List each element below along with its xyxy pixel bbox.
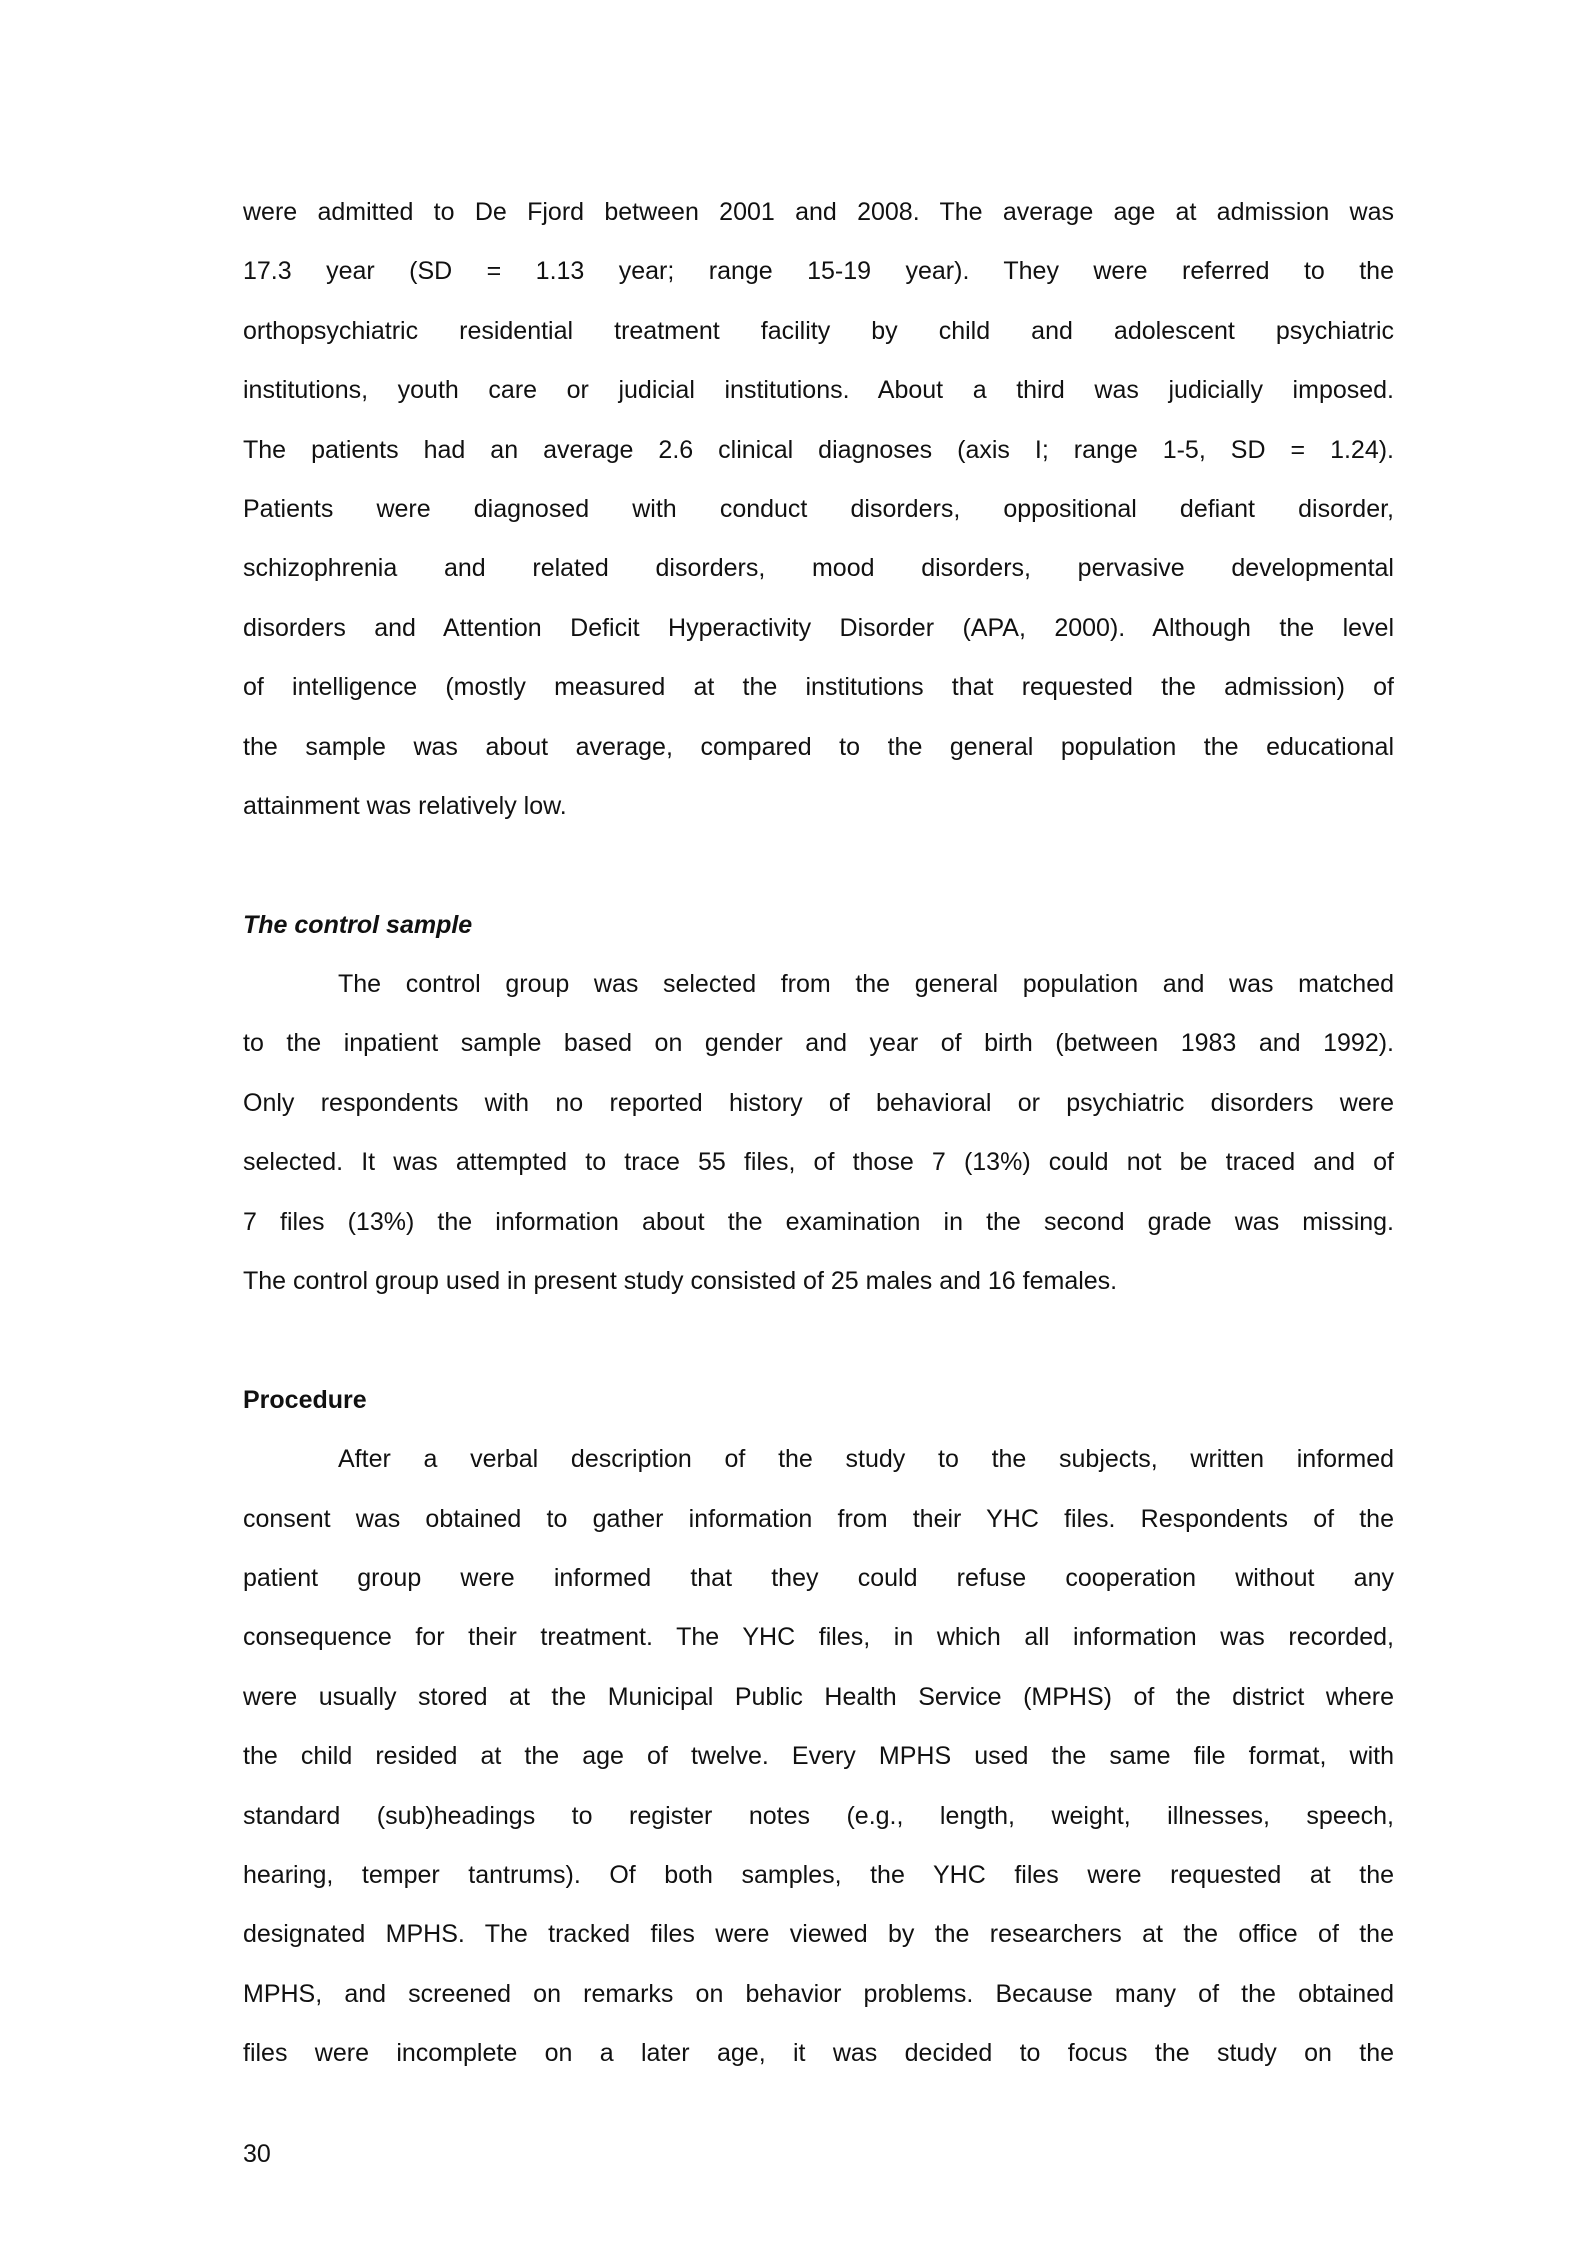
text-line: The control group used in present study consisted of 25 males and 16 females. bbox=[243, 1267, 1118, 1296]
text-line: the sample was about average, compared to the general population the educational bbox=[243, 732, 1394, 761]
text-line: institutions, youth care or judicial institutions. About a third was judicially imposed. bbox=[243, 376, 1394, 405]
section-heading: The control sample bbox=[243, 910, 473, 939]
text-line: Only respondents with no reported history of behavioral or psychiatric disorders were bbox=[243, 1088, 1394, 1117]
text-line: of intelligence (mostly measured at the institutions that requested the admission) of bbox=[243, 673, 1394, 702]
text-line: were usually stored at the Municipal Public Health Service (MPHS) of the district where bbox=[243, 1682, 1394, 1711]
text-line: designated MPHS. The tracked files were viewed by the researchers at the office of the bbox=[243, 1920, 1394, 1949]
text-line: The patients had an average 2.6 clinical diagnoses (axis I; range 1-5, SD = 1.24). bbox=[243, 435, 1394, 464]
text-line: patient group were informed that they could refuse cooperation without any bbox=[243, 1563, 1394, 1592]
text-line: consent was obtained to gather information from their YHC files. Respondents of the bbox=[243, 1504, 1394, 1533]
paragraph bbox=[243, 1430, 1394, 2083]
text-line: the child resided at the age of twelve. Every MPHS used the same file format, with bbox=[243, 1742, 1394, 1771]
text-line: The control group was selected from the general population and was matched bbox=[338, 970, 1394, 999]
document-body bbox=[243, 183, 1394, 2084]
text-line: After a verbal description of the study to the subjects, written informed bbox=[338, 1445, 1394, 1474]
text-line: were admitted to De Fjord between 2001 and 2008. The average age at admission was bbox=[243, 198, 1394, 226]
text-line: files were incomplete on a later age, it was decided to focus the study on the bbox=[243, 2039, 1394, 2068]
paragraph bbox=[243, 183, 1394, 836]
text-line: selected. It was attempted to trace 55 files, of those 7 (13%) could not be traced and of bbox=[243, 1148, 1394, 1177]
text-line: attainment was relatively low. bbox=[243, 791, 567, 820]
text-line: 17.3 year (SD = 1.13 year; range 15-19 year). They were referred to the bbox=[243, 257, 1394, 286]
text-line: orthopsychiatric residential treatment facility by child and adolescent psychiatric bbox=[243, 316, 1394, 345]
text-line: MPHS, and screened on remarks on behavior problems. Because many of the obtained bbox=[243, 1979, 1394, 2008]
spacer bbox=[243, 1311, 1394, 1370]
text-line: 7 files (13%) the information about the examination in the second grade was missing. bbox=[243, 1207, 1394, 1236]
text-line: Patients were diagnosed with conduct disorders, oppositional defiant disorder, bbox=[243, 494, 1394, 523]
text-line: disorders and Attention Deficit Hyperactivity Disorder (APA, 2000). Although the level bbox=[243, 613, 1394, 642]
text-line: standard (sub)headings to register notes (e.g., length, weight, illnesses, speech, bbox=[243, 1801, 1394, 1830]
text-line: consequence for their treatment. The YHC files, in which all information was recorded, bbox=[243, 1623, 1394, 1652]
paragraph bbox=[243, 955, 1394, 1311]
spacer bbox=[243, 836, 1394, 895]
text-line: hearing, temper tantrums). Of both samples, the YHC files were requested at the bbox=[243, 1860, 1394, 1889]
page-number: 30 bbox=[243, 2140, 271, 2168]
text-line: schizophrenia and related disorders, mood disorders, pervasive developmental bbox=[243, 554, 1394, 583]
text-line: to the inpatient sample based on gender and year of birth (between 1983 and 1992). bbox=[243, 1029, 1394, 1058]
section-heading: Procedure bbox=[243, 1385, 367, 1414]
